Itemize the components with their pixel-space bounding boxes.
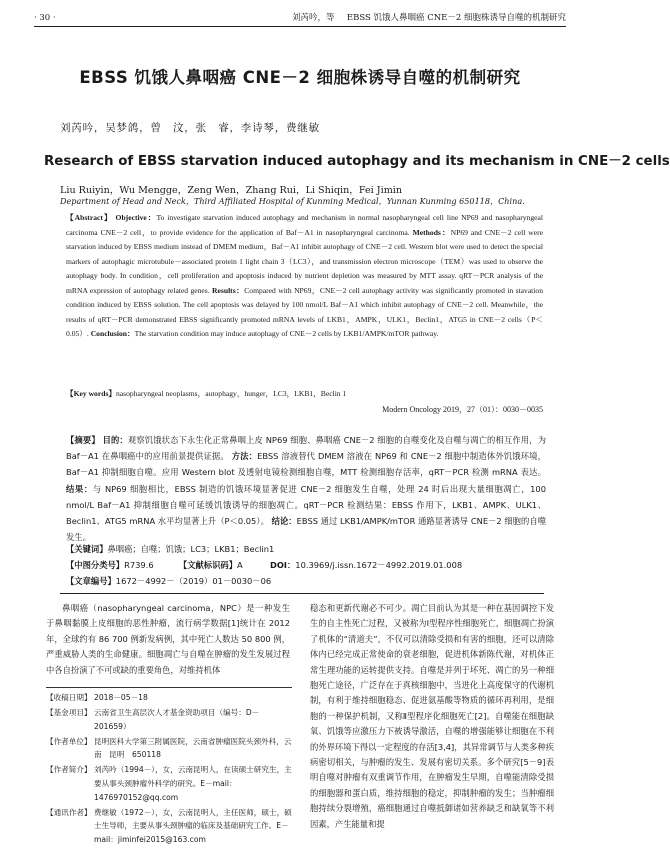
- conclusion-text-cn: EBSS 通过 LKB1/AMPK/mTOR 通路显著诱导 CNE－2 细胞的自噬发生。: [66, 516, 546, 543]
- classification-line: [66, 559, 546, 571]
- footnote-text: 2018－05－18: [94, 693, 148, 702]
- objective-label-cn: 目的：: [102, 435, 128, 445]
- keywords-cn: [66, 543, 546, 555]
- abstract-en-label: 【Abstract】: [66, 213, 113, 222]
- footnote-received: [46, 691, 292, 705]
- abstract-cn: [66, 432, 546, 545]
- article-number-label: 【文章编号】: [66, 576, 116, 586]
- objective-label-en: Objective：: [115, 213, 157, 222]
- doi-label: DOI：: [269, 560, 296, 570]
- abstract-divider: [60, 593, 544, 594]
- running-header-authors: 刘芮吟，等: [292, 13, 335, 23]
- author-list-cn: 刘芮吟，吴梦鸽，曾 汶，张 睿，李诗琴，费继敏: [60, 122, 320, 134]
- methods-label-cn: 方法：: [231, 451, 258, 462]
- abstract-cn-label: 【摘要】: [66, 435, 100, 445]
- footnote-text: 云南省卫生高层次人才基金资助项目（编号：D－201659）: [94, 708, 260, 731]
- keywords-en: [66, 388, 546, 399]
- article-title-cn: EBSS 饥饿人鼻咽癌 CNE－2 细胞株诱导自噬的机制研究: [79, 68, 521, 87]
- methods-text-cn: EBSS 溶液替代 DMEM 溶液在 NP69 和 CNE－2 细胞中制造体外饥饿环境，Baf－A1 抑制细胞自噬。应用 Western blot 及透射电镜检测细胞自噬，MTT 检测细胞存活率，qRT－PCR 检测 mRNA 表达。: [66, 451, 546, 478]
- results-text-en: Compared with NP69，CNE－2 cell autophagy activity was significantly promoted in stavation condition induced by EBSS solution. The cell apoptosis was delayed by 100 nmol/L Baf－A1 which inhibit autophagy of CNE－2 cell. Meanwhile，the results of qRT－PCR demonstrated EBSS significantly promoted mRNA levels of LKB1，AMPK，ULK1，Beclin1，ATG5 in CNE－2 cells（P＜0.05）.: [66, 285, 543, 338]
- author-list-en: Liu Ruiyin，Wu Mengge，Zeng Wen，Zhang Rui，Li Shiqin，Fei Jimin: [60, 185, 403, 196]
- footnote-text: 刘芮吟（1994－），女，云南昆明人，在读硕士研究生，主要从事头颈肿瘤外科学的研究。E－mail：1476970152@qq.com: [94, 765, 292, 802]
- footnote-author-bio: [46, 763, 292, 804]
- footnotes: [46, 686, 292, 848]
- footnote-label: 【基金项目】: [46, 708, 92, 718]
- doc-code-label: 【文献标识码】: [178, 560, 237, 570]
- footnote-text: 昆明医科大学第三附属医院，云南省肿瘤医院头颈外科，云南 昆明 650118: [94, 736, 292, 760]
- article-title-en: Research of EBSS starvation induced autophagy and its mechanism in CNE－2 cells: [44, 154, 670, 169]
- keywords-en-text: nasopharyngeal neoplasms，autophagy，hunger，LC3，LKB1，Beclin 1: [116, 389, 347, 398]
- article-number-value: 1672－4992－（2019）01－0030－06: [115, 576, 272, 586]
- keywords-cn-text: 鼻咽癌；自噬；饥饿；LC3；LKB1；Beclin1: [107, 544, 275, 554]
- running-header: [34, 10, 566, 27]
- clc-label: 【中图分类号】: [66, 560, 125, 570]
- body-column-left: 鼻咽癌（nasopharyngeal carcinoma，NPC）是一种发生于鼻咽黏膜上皮细胞的恶性肿瘤，流行病学数据[1]统计在 2012 年，全球约有 86 700 例新发病例，其中死亡人数达 50 800 例，严重威胁人类的生命健康。细胞凋亡与自噬在肿瘤的发生发展过程中各自扮演了不可或缺的重要角色，对维持机体: [46, 603, 290, 675]
- objective-text-en: To investigate starvation induced autophagy and mechanism in normal nasopharyngeal cell line NP69 and nasopharyngeal carcinoma CNE－2 cell，to provide evidence for the application of Baf－A1 in nasopharyngeal carcinoma.: [66, 213, 543, 237]
- footnote-label: 【收稿日期】: [46, 693, 92, 702]
- affiliation-en: Department of Head and Neck，Third Affiliated Hospital of Kunming Medical，Yunnan Kunming 650118，China.: [60, 196, 525, 206]
- results-label-cn: 结果：: [66, 483, 93, 494]
- doc-code-value: A: [237, 560, 243, 570]
- abstract-en: [66, 211, 543, 342]
- citation-line: Modern Oncology 2019，27（01）：0030－0035: [382, 405, 543, 414]
- conclusion-label-en: Conclusion：: [90, 329, 135, 338]
- clc-value: R739.6: [124, 560, 154, 570]
- methods-text-en: NP69 and CNE－2 cell were starvation induced by EBSS medium instead of DMEM medium，Baf－A1 inhibit autophagy of CNE－2 cell. Western blot were used to detect the special markers of autophagic microtubule－associated protein 1 light chain 3（LC3），and transmission electron microscope（TEM）was used to observe the autophagy body. In condition，cell proliferation and apoptosis induced by nutrient depletion was measured by MTT assay. qRT－PCR analysis of the mRNA expression of autophagy related genes.: [66, 227, 544, 295]
- footnote-funding: [46, 706, 292, 733]
- objective-text-cn: 观察饥饿状态下永生化正常鼻咽上皮 NP69 细胞、鼻咽癌 CNE－2 细胞的自噬变化及自噬与凋亡的相互作用，为 Baf－A1 在鼻咽癌中的应用前景提供证据。: [66, 435, 546, 462]
- results-label-en: Results：: [212, 285, 245, 295]
- conclusion-label-cn: 结论：: [271, 516, 297, 527]
- footnote-label: 【作者单位】: [46, 736, 92, 746]
- footnote-corresponding-author: [46, 806, 292, 847]
- running-header-title: EBSS 饥饿人鼻咽癌 CNE－2 细胞株诱导自噬的机制研究: [346, 13, 566, 23]
- article-number-line: [66, 575, 546, 587]
- footnote-affiliation: [46, 735, 292, 762]
- keywords-cn-label: 【关键词】: [66, 544, 108, 554]
- results-text-cn: 与 NP69 细胞相比，EBSS 制造的饥饿环境显著促进 CNE－2 细胞发生自噬，处理 24 时后出现大量细胞凋亡，100 nmol/L Baf－A1 抑制细胞自噬可延缓饥饿诱导的细胞凋亡。qRT－PCR 检测结果：EBSS 作用下，LKB1、AMPK、ULK1、Beclin1、ATG5 mRNA 水平均显著上升（P＜0.05）。: [66, 483, 546, 527]
- footnote-text: 费继敏（1972－），女，云南昆明人，主任医师，硕士，硕士生导师，主要从事头颈肿瘤的临床及基础研究工作。E－mail：jiminfei2015@163.com: [94, 807, 292, 844]
- keywords-en-label: 【Key words】: [66, 389, 116, 398]
- page-number: · 30 ·: [34, 13, 56, 23]
- footnote-label: 【作者简介】: [46, 765, 92, 775]
- body-column-right: 稳态和更新代谢必不可少。凋亡目前认为其是一种在基因调控下发生的自主性死亡过程，又被称为Ⅰ型程序性细胞死亡，细胞凋亡扮演了机体的“清道夫”，不仅可以清除受损和有害的细胞，还可以清除体内已经完成正常使命的衰老细胞，促进机体新陈代谢，对机体正常生理功能的运转提供支持。自噬是并列于坏死、凋亡的另一种细胞死亡途径，广泛存在于真核细胞中，当进化上高度保守的代谢机制，有利于维持细胞稳态、促进氨基酸等物质的循环再利用，是细胞的一种保护机制，又称Ⅱ型程序化细胞死亡[2]。自噬能在细胞缺氧、饥饿等应激压力下被诱导激活，自噬的增强能够让细胞在不利的外界环境下得以一定程度的存活[3,4]，其异常调节与人类多种疾病密切相关，与肿瘤的发生、发展有密切关系。多个研究[5－9]表明自噬对肿瘤有双重调节作用，在肿瘤发生早期，自噬能清除受损的细胞器和蛋白质，维持细胞的稳定，抑制肿瘤的发生；当肿瘤细胞持续分裂增殖，癌细胞通过自噬抵御诸如营养缺乏和缺氧等不利因素，产生能量和提: [310, 603, 554, 829]
- footnote-divider: [46, 687, 292, 688]
- doi-value: 10.3969/j.issn.1672－4992.2019.01.008: [295, 560, 463, 570]
- methods-label-en: Methods：: [412, 227, 451, 237]
- footnote-label: 【通讯作者】: [46, 807, 92, 817]
- conclusion-text-en: The starvation condition may induce autophagy of CNE－2 cells by LKB1/AMPK/mTOR pathway.: [134, 329, 439, 338]
